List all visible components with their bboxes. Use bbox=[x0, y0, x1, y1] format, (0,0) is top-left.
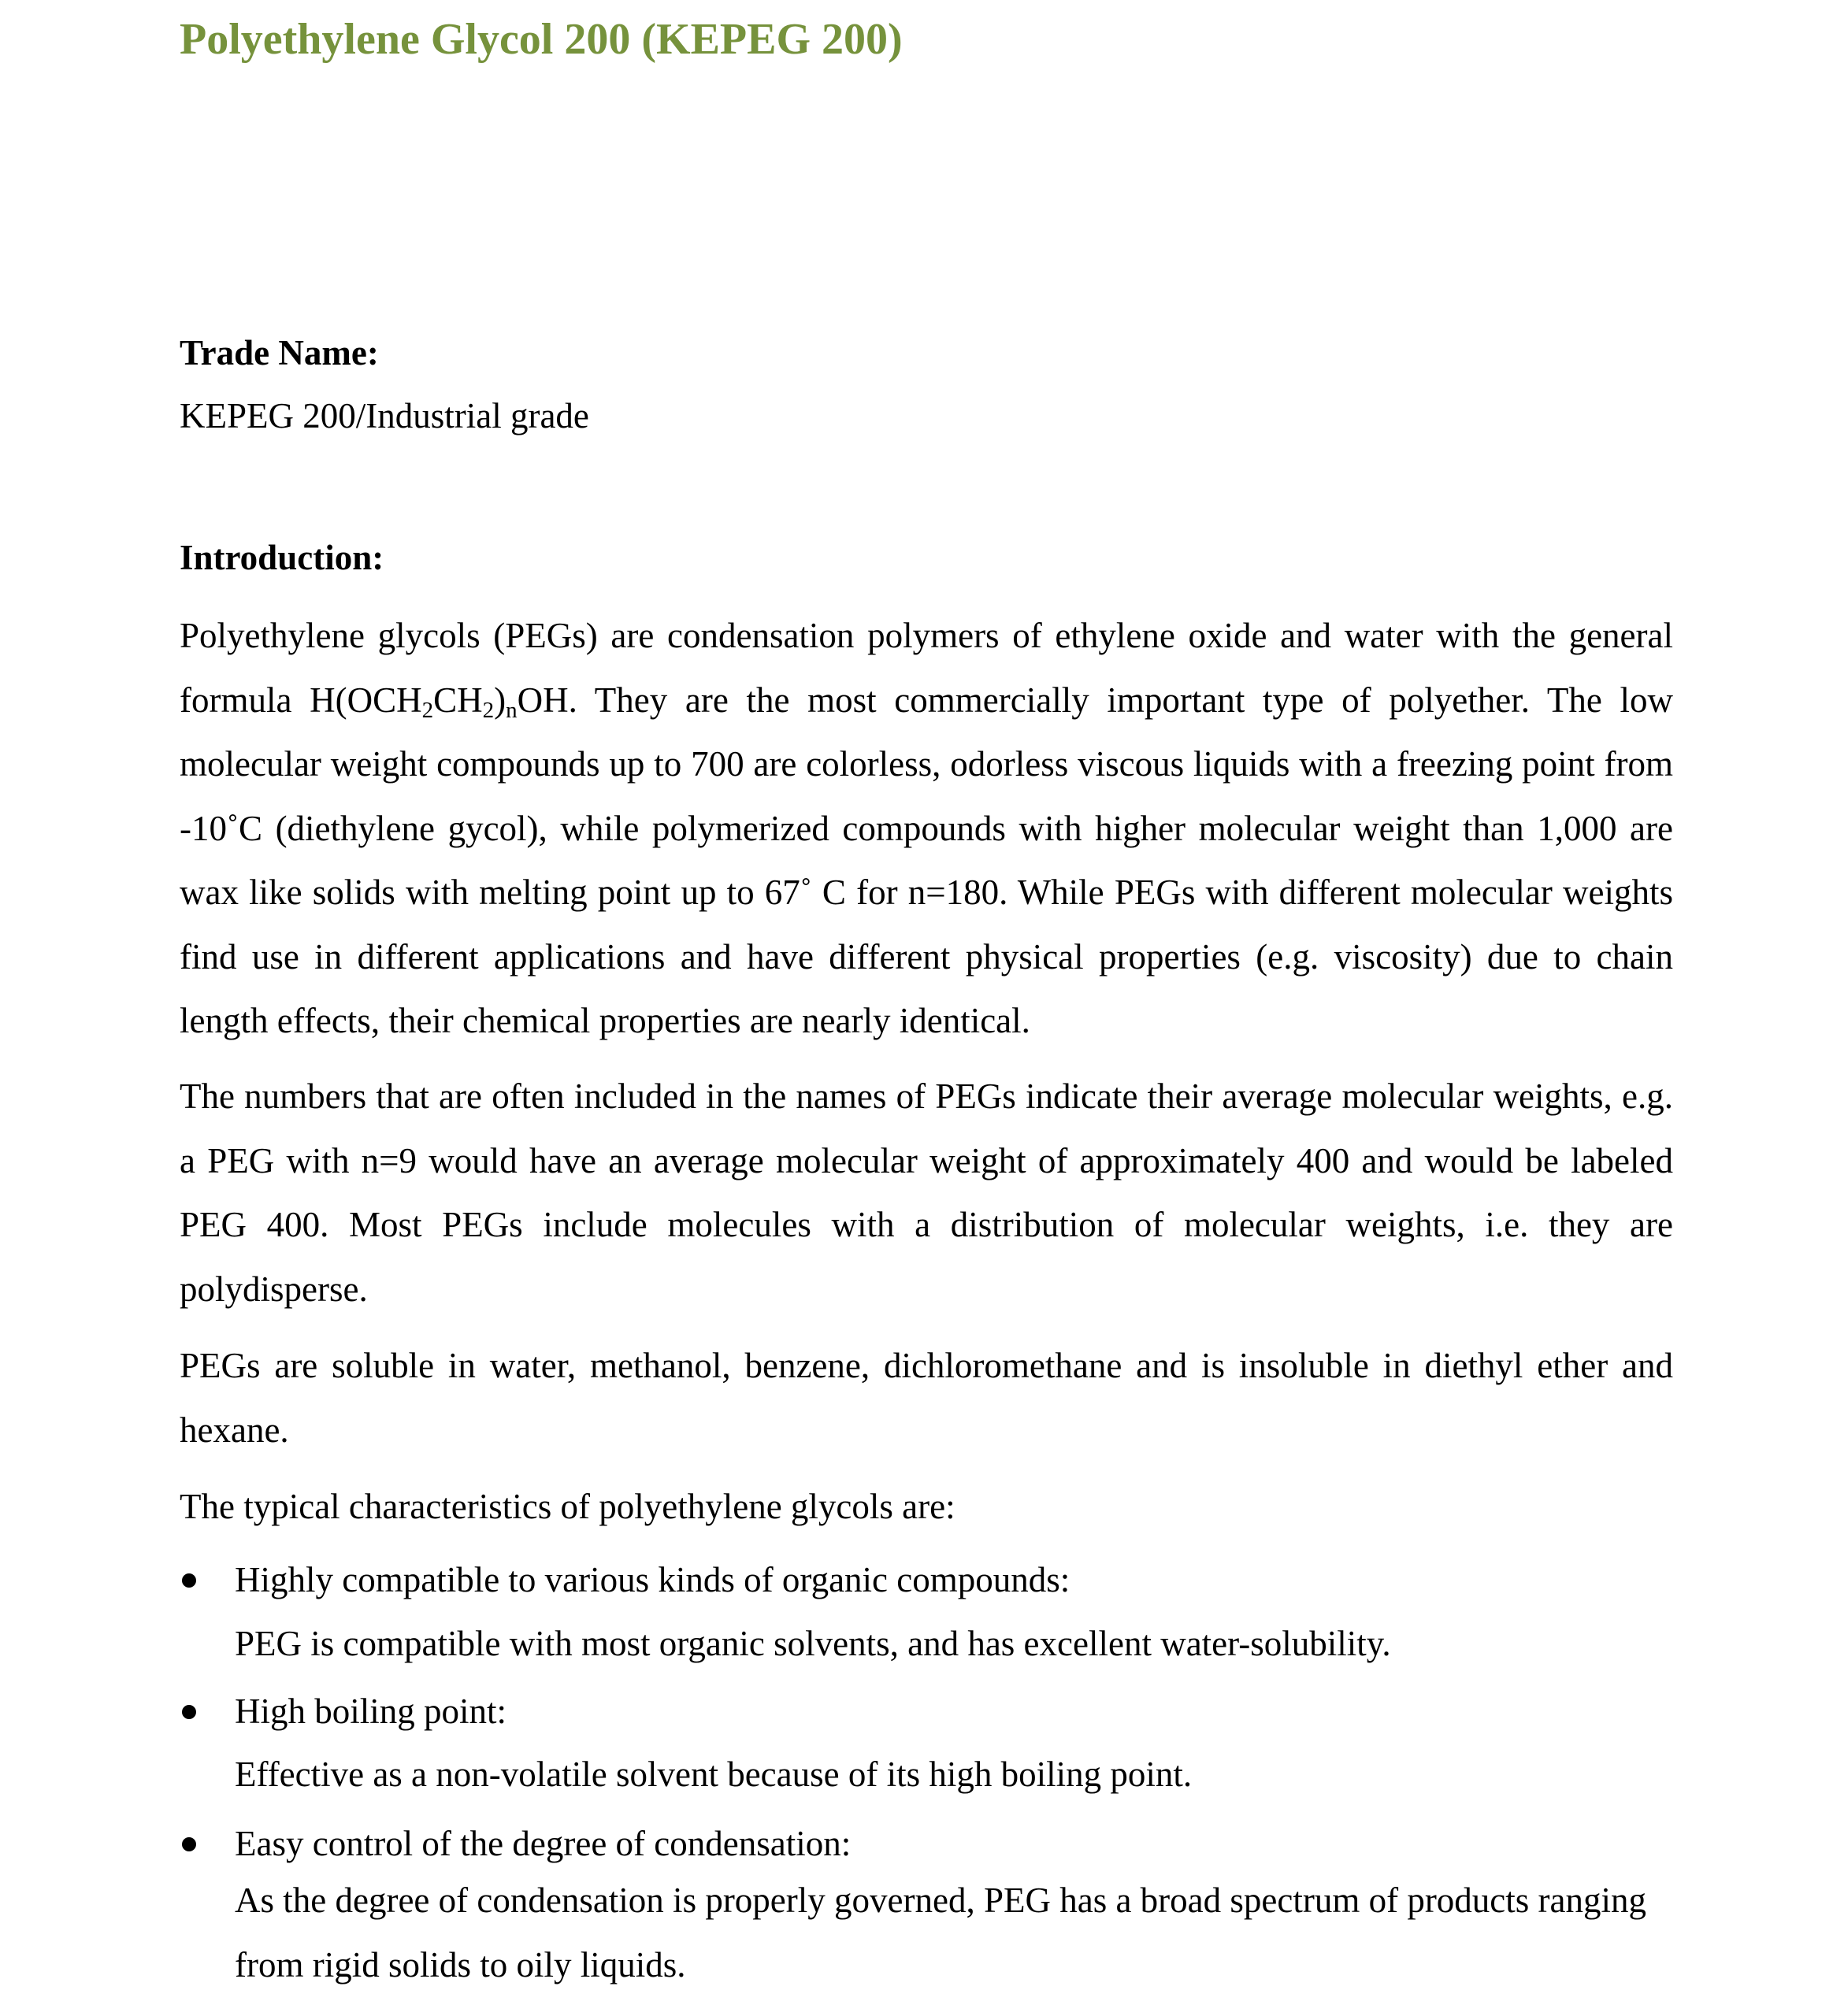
formula-subscript: 2 bbox=[482, 697, 495, 723]
intro-p1-before-formula: Polyethylene glycols (PEGs) are condensation polymers of ethylene oxide and water with the general formula bbox=[180, 616, 1673, 720]
introduction-heading: Introduction: bbox=[180, 538, 384, 577]
intro-paragraph-2: The numbers that are often included in the names of PEGs indicate their average molecular weights, e.g. a PEG with n=9 would have an average molecular weight of approximately 400 and would be labeled PEG 400. Most PEGs include molecules with a distribution of molecular weights, i.e. they are polydisperse. bbox=[180, 1077, 1673, 1309]
intro-paragraph-3: PEGs are soluble in water, methanol, benzene, dichloromethane and is insoluble in diethyl ether and hexane. bbox=[180, 1346, 1673, 1450]
intro-paragraph-1 bbox=[180, 604, 1673, 1054]
characteristic-text: As the degree of condensation is properly governed, PEG has a broad spectrum of products ranging from rigid solids to oily liquids. bbox=[235, 1881, 1647, 1984]
formula-part: CH bbox=[433, 680, 483, 720]
formula-part: H(OCH bbox=[310, 680, 422, 720]
trade-name-value: KEPEG 200/Industrial grade bbox=[180, 396, 589, 435]
intro-p1-after-formula: . They are the most commercially important type of polyether. The low molecular weight compounds up to 700 are colorless, odorless viscous liquids with a freezing point from -10˚C (diethylene gycol), while polymerized compounds with higher molecular weight than 1,000 are wax like solids with melting point up to 67˚ C for n=180. While PEGs with different molecular weights find use in different applications and have different physical properties (e.g. viscosity) due to chain length effects, their chemical properties are nearly identical. bbox=[180, 680, 1673, 1040]
characteristic-text: Effective as a non-volatile solvent because of its high boiling point. bbox=[235, 1755, 1193, 1794]
characteristic-text: PEG is compatible with most organic solvents, and has excellent water-solubility. bbox=[235, 1624, 1391, 1663]
characteristic-title: Highly compatible to various kinds of organic compounds: bbox=[235, 1560, 1070, 1599]
intro-paragraph-4: The typical characteristics of polyethylene glycols are: bbox=[180, 1487, 955, 1526]
formula-part: ) bbox=[494, 680, 506, 720]
trade-name-heading: Trade Name: bbox=[180, 333, 379, 372]
formula-subscript: 2 bbox=[421, 697, 434, 723]
bullet-icon bbox=[182, 1837, 196, 1851]
formula-part: OH bbox=[517, 680, 569, 720]
chemical-formula bbox=[310, 680, 569, 723]
characteristic-title: High boiling point: bbox=[235, 1692, 507, 1731]
bullet-icon bbox=[182, 1705, 196, 1719]
characteristic-title: Easy control of the degree of condensation: bbox=[235, 1824, 852, 1863]
document-title: Polyethylene Glycol 200 (KEPEG 200) bbox=[180, 15, 903, 64]
bullet-icon bbox=[182, 1573, 196, 1588]
formula-subscript: n bbox=[506, 697, 518, 723]
